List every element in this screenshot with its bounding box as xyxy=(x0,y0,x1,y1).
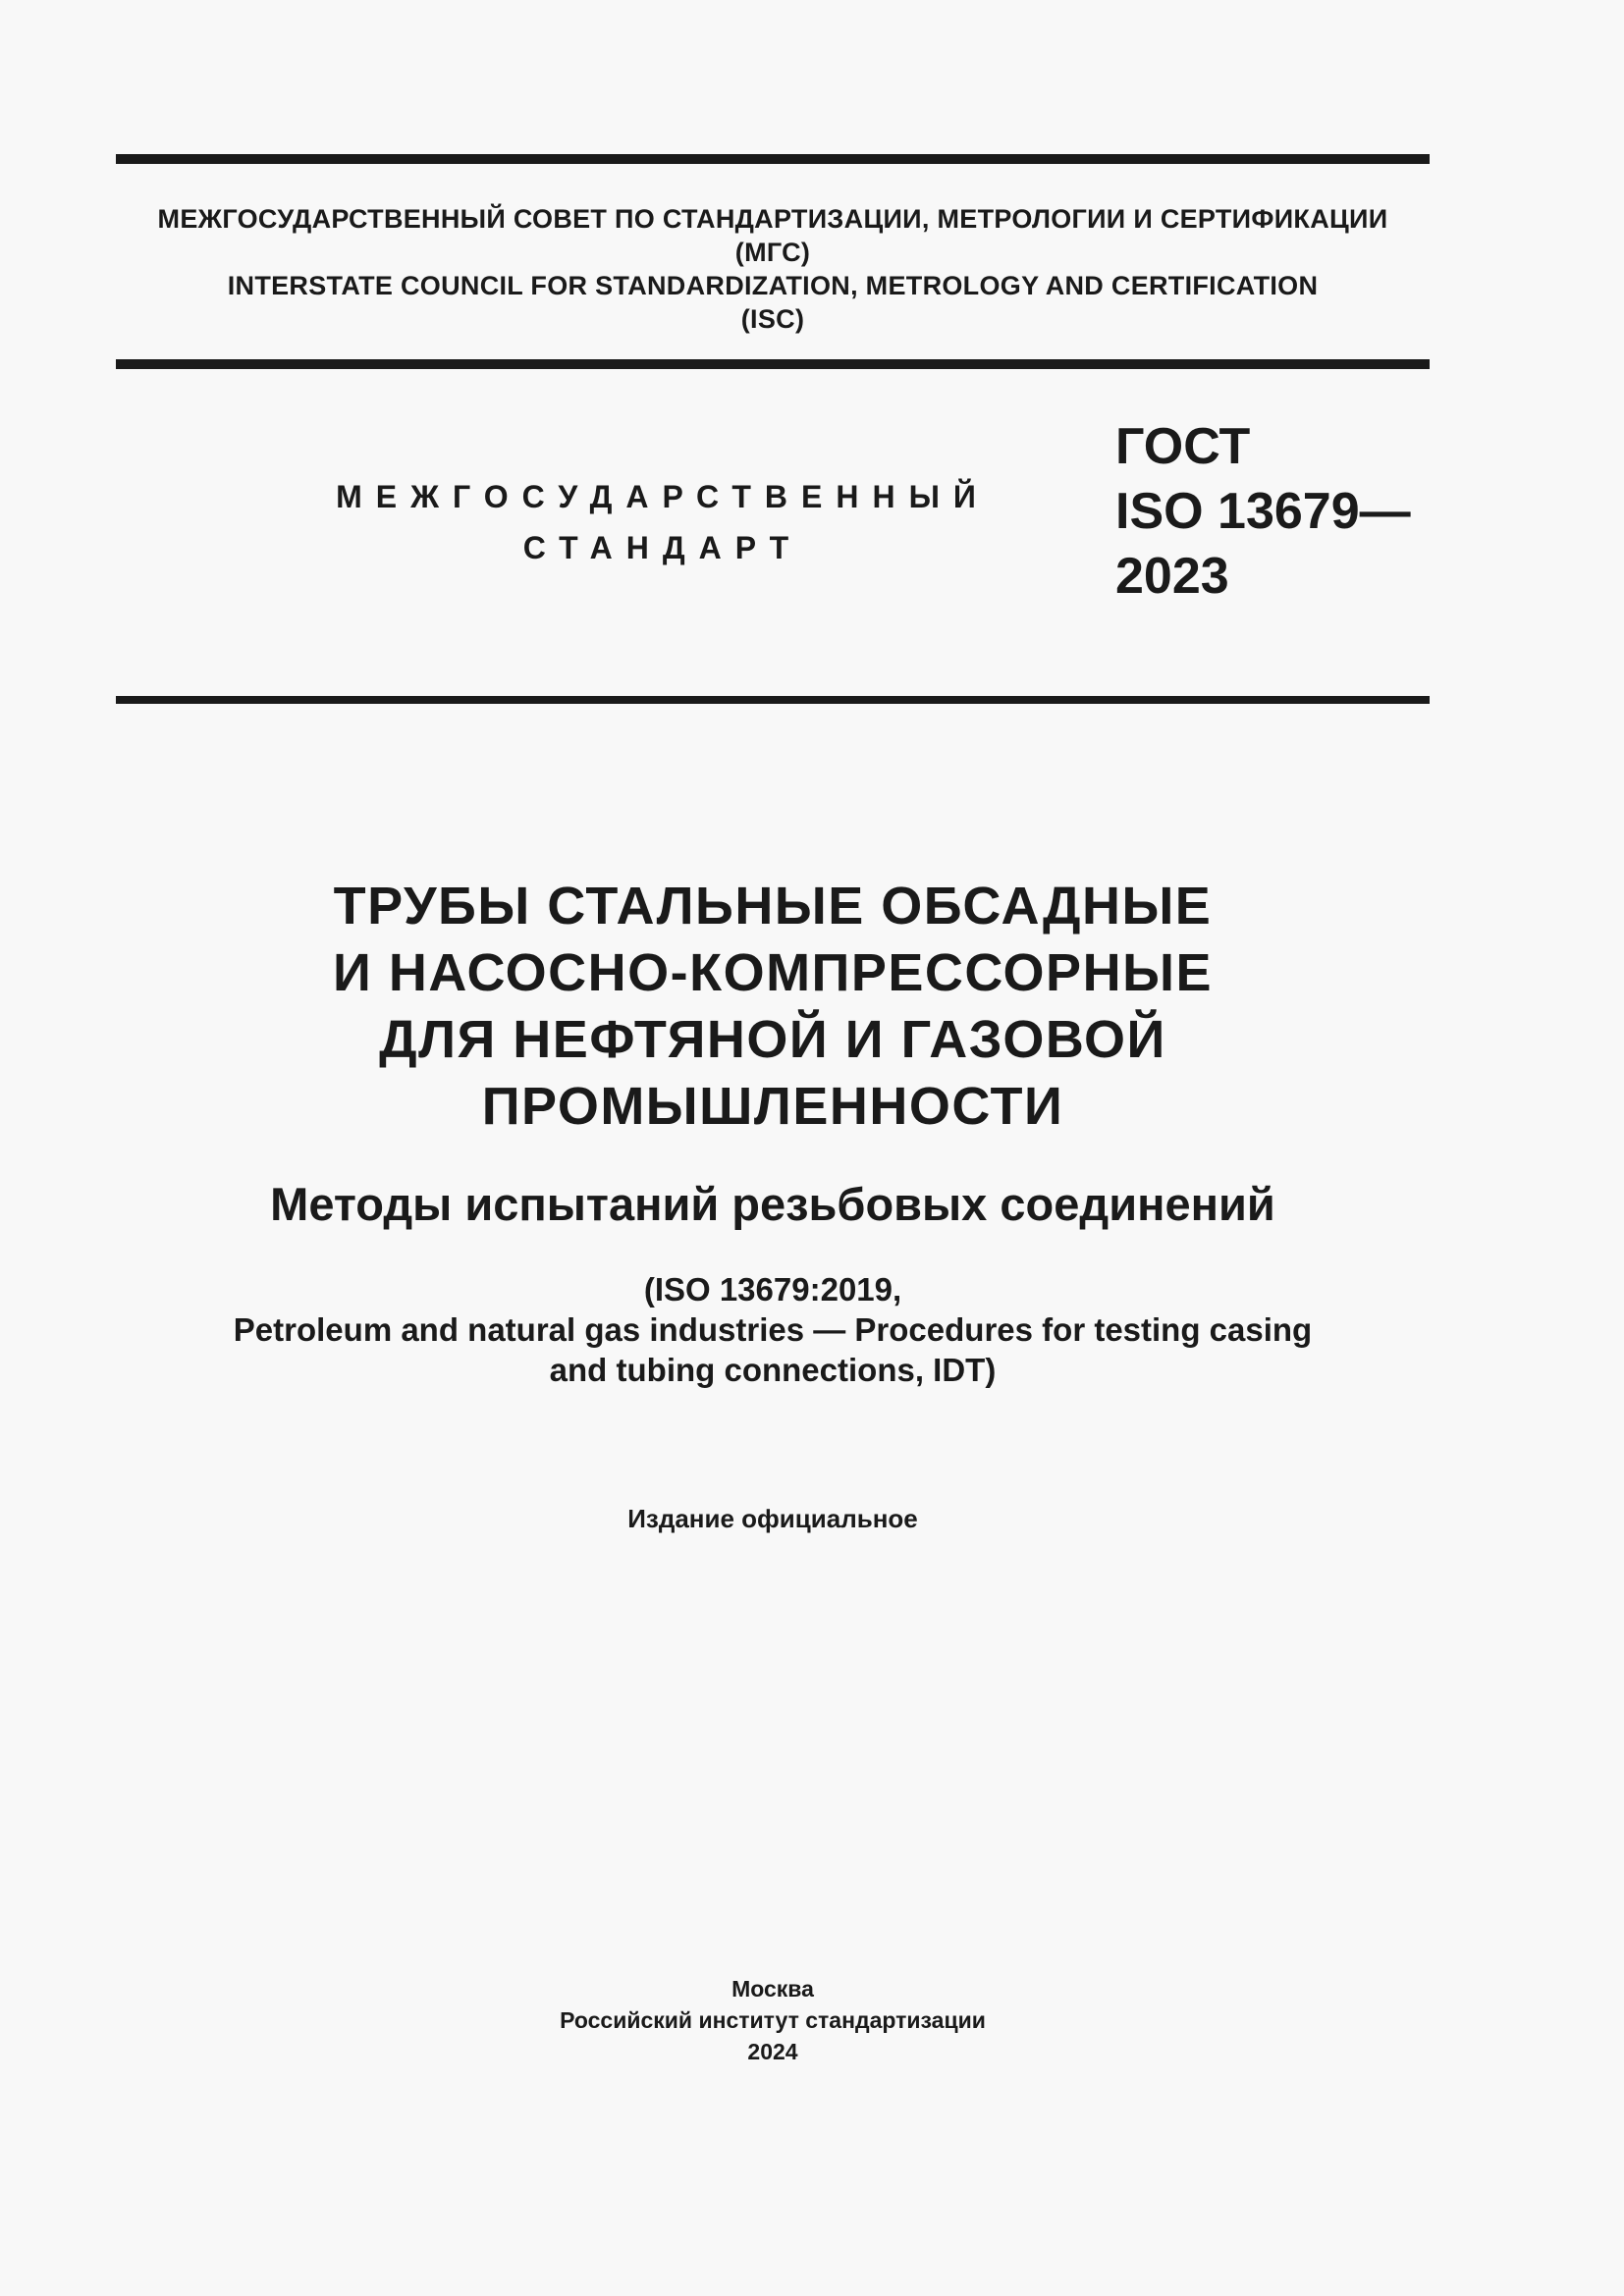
council-abbr-en: (ISC) xyxy=(740,304,805,334)
standard-type-label xyxy=(334,471,992,573)
standard-type-line1: МЕЖГОСУДАРСТВЕННЫЙ xyxy=(336,479,990,514)
document-subtitle: Методы испытаний резьбовых соединений xyxy=(270,1178,1275,1230)
standard-designation xyxy=(1115,414,1411,609)
imprint-year: 2024 xyxy=(747,2039,798,2064)
imprint-publisher: Российский институт стандартизации xyxy=(560,2007,986,2033)
imprint-city: Москва xyxy=(731,1976,814,2002)
document-title xyxy=(116,873,1430,1140)
designation-line1: ГОСТ xyxy=(1115,418,1251,475)
iso-reference-line2: Petroleum and natural gas industries — Procedures for testing casing xyxy=(233,1311,1313,1348)
designation-line3: 2023 xyxy=(1115,548,1229,605)
council-name-en: INTERSTATE COUNCIL FOR STANDARDIZATION, METROLOGY AND CERTIFICATION xyxy=(227,271,1319,300)
title-line: ПРОМЫШЛЕННОСТИ xyxy=(481,1077,1064,1136)
council-header xyxy=(116,202,1430,336)
designation-line2: ISO 13679— xyxy=(1115,483,1411,540)
title-line: ДЛЯ НЕФТЯНОЙ И ГАЗОВОЙ xyxy=(379,1010,1166,1069)
designation-bottom-rule xyxy=(116,696,1430,704)
publisher-imprint xyxy=(116,1973,1430,2067)
top-rule xyxy=(116,154,1430,164)
title-line: ТРУБЫ СТАЛЬНЫЕ ОБСАДНЫЕ xyxy=(333,877,1213,935)
iso-reference-line1: (ISO 13679:2019, xyxy=(643,1271,902,1308)
edition-label: Издание официальное xyxy=(627,1504,918,1533)
iso-reference-line3: and tubing connections, IDT) xyxy=(549,1352,997,1388)
title-line: И НАСОСНО-КОМПРЕССОРНЫЕ xyxy=(333,943,1213,1002)
iso-reference xyxy=(116,1269,1430,1390)
council-bottom-rule xyxy=(116,359,1430,369)
council-abbr-ru: (МГС) xyxy=(734,238,811,267)
council-name-ru: МЕЖГОСУДАРСТВЕННЫЙ СОВЕТ ПО СТАНДАРТИЗАЦИИ, МЕТРОЛОГИИ И СЕРТИФИКАЦИИ xyxy=(157,204,1388,234)
standard-type-line2: СТАНДАРТ xyxy=(522,530,803,565)
